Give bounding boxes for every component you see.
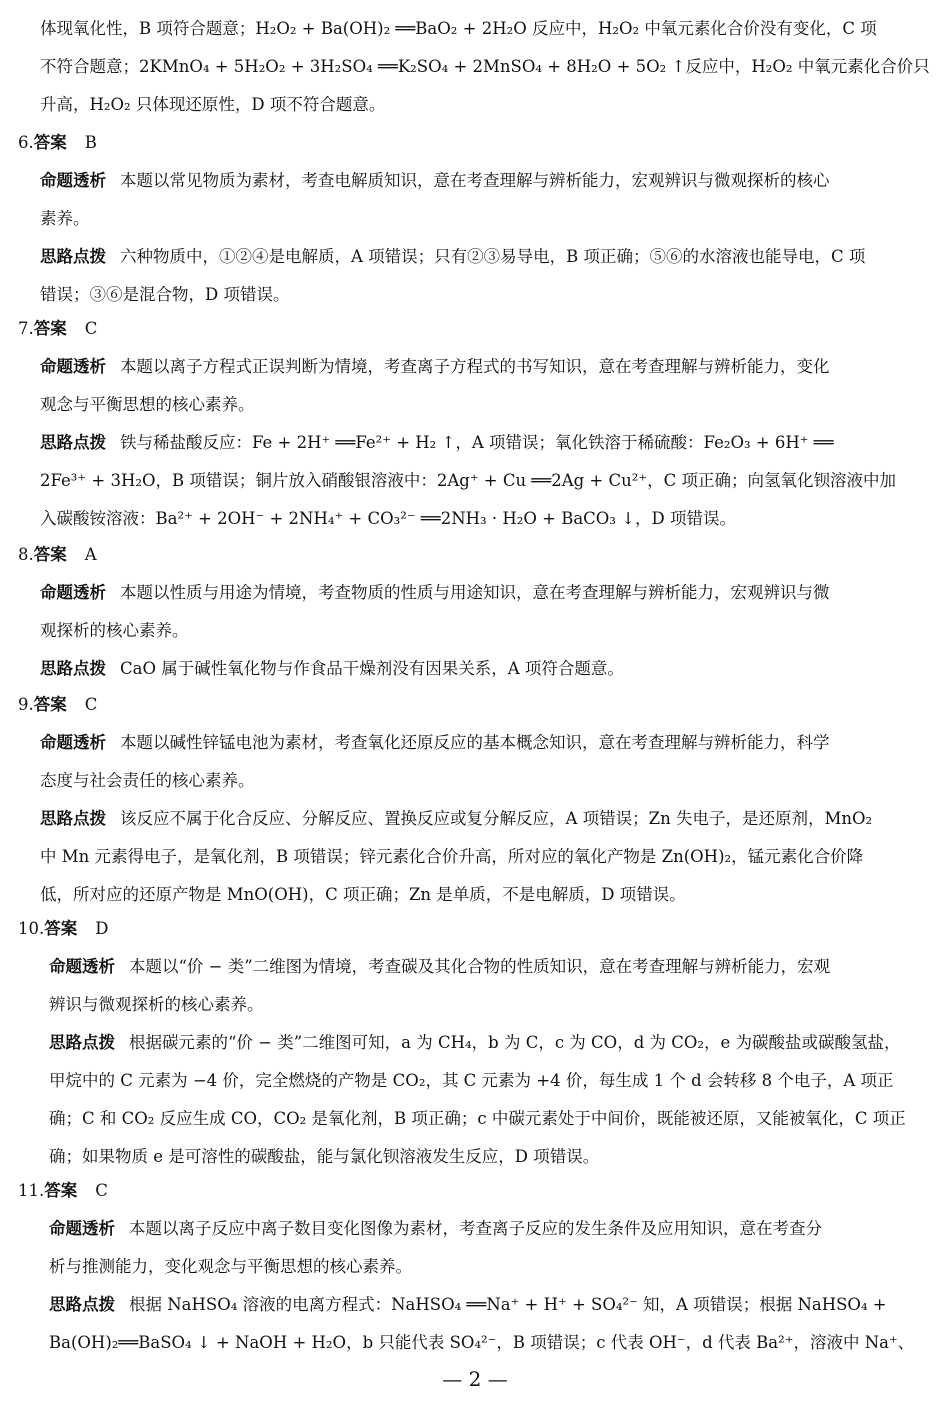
tips-line: 思路点拨 六种物质中，①②④是电解质，A 项错误；只有②③易导电，B 项正确；⑤⑥的水溶液也能导电，C 项 (40, 247, 866, 266)
tips-line: 确；如果物质 e 是可溶性的碳酸盐，能与氯化钡溶液发生反应，D 项错误。 (49, 1147, 600, 1166)
analysis-label: 命题透析 (40, 171, 106, 190)
analysis-line: 命题透析 本题以碱性锌锰电池为素材，考查氧化还原反应的基本概念知识，意在考查理解与辨析能力，科学 (40, 733, 830, 752)
analysis-line: 命题透析 本题以常见物质为素材，考查电解质知识，意在考查理解与辨析能力，宏观辨识与微观探析的核心 (40, 171, 830, 190)
answer-label: 答案 (44, 919, 78, 938)
analysis-line: 态度与社会责任的核心素养。 (40, 771, 255, 790)
tips-label: 思路点拨 (40, 659, 106, 678)
analysis-label: 命题透析 (40, 733, 106, 752)
tips-label: 思路点拨 (40, 433, 106, 452)
tips-line: 甲烷中的 C 元素为 −4 价，完全燃烧的产物是 CO₂，其 C 元素为 +4 价，每生成 1 个 d 会转移 8 个电子，A 项正 (49, 1071, 894, 1090)
answer-label: 答案 (33, 545, 67, 564)
answer-label: 答案 (33, 133, 67, 152)
question-header (18, 917, 108, 941)
question-header (18, 543, 97, 567)
tips-line: 低，所对应的还原产物是 MnO(OH)，C 项正确；Zn 是单质，不是电解质，D 项错误。 (40, 885, 686, 904)
tips-line: 思路点拨 根据 NaHSO₄ 溶液的电离方程式：NaHSO₄ ══Na⁺ + H⁺ + SO₄²⁻ 知，A 项错误；根据 NaHSO₄ + (49, 1295, 887, 1314)
tips-label: 思路点拨 (49, 1295, 115, 1314)
question-number: 6. (18, 133, 34, 152)
tips-line: 思路点拨 该反应不属于化合反应、分解反应、置换反应或复分解反应，A 项错误；Zn 失电子，是还原剂，MnO₂ (40, 809, 873, 828)
answer-value: C (84, 695, 98, 714)
analysis-label: 命题透析 (40, 357, 106, 376)
text-line: 升高，H₂O₂ 只体现还原性，D 项不符合题意。 (40, 95, 386, 114)
tips-line: 入碳酸铵溶液：Ba²⁺ + 2OH⁻ + 2NH₄⁺ + CO₃²⁻ ══2NH₃ · H₂O + BaCO₃ ↓，D 项错误。 (40, 509, 736, 528)
analysis-line: 析与推测能力，变化观念与平衡思想的核心素养。 (49, 1257, 412, 1276)
analysis-line: 辨识与微观探析的核心素养。 (49, 995, 264, 1014)
question-header (18, 693, 97, 717)
question-number: 9. (18, 695, 34, 714)
tips-line: 思路点拨 CaO 属于碱性氧化物与作食品干燥剂没有因果关系，A 项符合题意。 (40, 659, 624, 678)
question-number: 7. (18, 319, 34, 338)
tips-line: 确；C 和 CO₂ 反应生成 CO，CO₂ 是氧化剂，B 项正确；c 中碳元素处于中间价，既能被还原，又能被氧化，C 项正 (49, 1109, 906, 1128)
analysis-line: 命题透析 本题以“价 − 类”二维图为情境，考查碳及其化合物的性质知识，意在考查理解与辨析能力，宏观 (49, 957, 831, 976)
analysis-label: 命题透析 (40, 583, 106, 602)
analysis-line: 命题透析 本题以性质与用途为情境，考查物质的性质与用途知识，意在考查理解与辨析能力，宏观辨识与微 (40, 583, 830, 602)
tips-line: 2Fe³⁺ + 3H₂O，B 项错误；铜片放入硝酸银溶液中：2Ag⁺ + Cu ══2Ag + Cu²⁺，C 项正确；向氢氧化钡溶液中加 (40, 471, 896, 490)
question-header (18, 131, 97, 155)
answer-value: C (95, 1181, 108, 1200)
tips-line: Ba(OH)₂══BaSO₄ ↓ + NaOH + H₂O，b 只能代表 SO₄²⁻，B 项错误；c 代表 OH⁻，d 代表 Ba²⁺，溶液中 Na⁺、 (49, 1333, 915, 1352)
analysis-line: 观念与平衡思想的核心素养。 (40, 395, 255, 414)
analysis-line: 观探析的核心素养。 (40, 621, 189, 640)
answer-value: A (84, 545, 97, 564)
question-number: 11. (18, 1181, 45, 1200)
question-number: 10. (18, 919, 45, 938)
tips-line: 思路点拨 铁与稀盐酸反应：Fe + 2H⁺ ══Fe²⁺ + H₂ ↑，A 项错误；氧化铁溶于稀硫酸：Fe₂O₃ + 6H⁺ ══ (40, 433, 834, 452)
answer-value: C (84, 319, 98, 338)
answer-label: 答案 (33, 319, 67, 338)
analysis-label: 命题透析 (49, 1219, 115, 1238)
analysis-line: 命题透析 本题以离子方程式正误判断为情境，考查离子方程式的书写知识，意在考查理解与辨析能力，变化 (40, 357, 830, 376)
question-number: 8. (18, 545, 34, 564)
tips-label: 思路点拨 (40, 809, 106, 828)
tips-line: 中 Mn 元素得电子，是氧化剂，B 项错误；锌元素化合价升高，所对应的氧化产物是 Zn(OH)₂，锰元素化合价降 (40, 847, 864, 866)
analysis-line: 素养。 (40, 209, 90, 228)
tips-line: 错误；③⑥是混合物，D 项错误。 (40, 285, 290, 304)
page-number: — 2 — (442, 1367, 508, 1391)
answer-label: 答案 (44, 1181, 78, 1200)
question-header (18, 1179, 108, 1203)
text-line: 体现氧化性，B 项符合题意；H₂O₂ + Ba(OH)₂ ══BaO₂ + 2H₂O 反应中，H₂O₂ 中氧元素化合价没有变化，C 项 (40, 19, 877, 38)
tips-line: 思路点拨 根据碳元素的“价 − 类”二维图可知，a 为 CH₄，b 为 C，c 为 CO，d 为 CO₂，e 为碳酸盐或碳酸氢盐， (49, 1033, 901, 1052)
tips-label: 思路点拨 (40, 247, 106, 266)
analysis-label: 命题透析 (49, 957, 115, 976)
answer-value: B (84, 133, 97, 152)
answer-label: 答案 (33, 695, 67, 714)
analysis-line: 命题透析 本题以离子反应中离子数目变化图像为素材，考查离子反应的发生条件及应用知识，意在考查分 (49, 1219, 822, 1238)
tips-label: 思路点拨 (49, 1033, 115, 1052)
text-line: 不符合题意；2KMnO₄ + 5H₂O₂ + 3H₂SO₄ ══K₂SO₄ + 2MnSO₄ + 8H₂O + 5O₂ ↑反应中，H₂O₂ 中氧元素化合价只 (40, 57, 930, 76)
question-header (18, 317, 97, 341)
answer-value: D (95, 919, 109, 938)
